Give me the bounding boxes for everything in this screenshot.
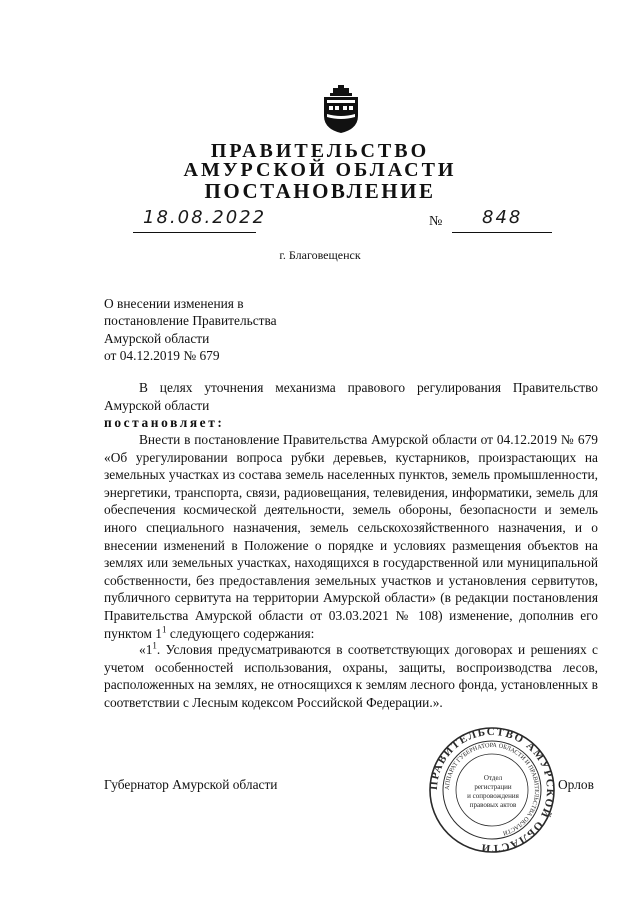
stamp-center-line: Отдел: [483, 774, 503, 782]
coat-of-arms-icon: [318, 84, 364, 134]
subject-line: Амурской области: [104, 330, 210, 346]
document-subject: [104, 295, 277, 365]
main-superscript: 1: [162, 624, 167, 635]
stamp-center: [462, 774, 524, 810]
region-title: АМУРСКОЙ ОБЛАСТИ: [183, 159, 457, 181]
stamp-outer-text: ПРАВИТЕЛЬСТВО АМУРСКОЙ ОБЛАСТИ: [427, 725, 557, 855]
signer-name: Орлов: [558, 777, 594, 792]
stamp-inner-text: АППАРАТ ГУБЕРНАТОРА ОБЛАСТИ И ПРАВИТЕЛЬСТВА ОБЛАСТИ: [443, 741, 541, 837]
resolves-word: постановляет:: [104, 415, 225, 430]
stamp-center-line: и сопровождения: [467, 792, 519, 800]
stamp-center-line: регистрации: [474, 783, 512, 791]
quote-text: . Условия предусматриваются в соответствующих договорах и решениях с учетом особенностей использования, охраны, защиты, воспроизводства лесов, расположенных на землях, не относящихся к землям лесного фонда, установленных в соответствии с Лесным кодексом Российской Федерации.».: [104, 642, 598, 710]
number-sign: №: [429, 214, 443, 229]
signer-position: Губернатор Амурской области: [104, 777, 278, 792]
quote-paragraph: [104, 641, 598, 711]
subject-line: О внесении изменения в: [104, 296, 244, 311]
subject-line: от 04.12.2019 № 679: [104, 348, 220, 364]
main-text: Внести в постановление Правительства Амурской области от 04.12.2019 № 679 «Об урегулировании вопроса рубки деревьев, кустарников, произрастающих на земельных участках из состава земель населенных пунктов, земель промышленности, энергетики, транспорта, связи, радиовещания, телевидения, информатики, земель для обеспечения космической деятельности, земель обороны, безопасности и земель иного специального назначения, земель сельскохозяйственного назначения, и о внесении изменений в Положение о порядке и условиях размещения объектов на землях или земельных участках, находящихся в государственной или муниципальной собственности, без предоставления земельных участков и установления сервитутов, публичного сервитута на территории Амурской области» (в редакции постановления Правительства Амурской области от 03.03.2021 № 108) изменение, дополнив его пунктом 1: [104, 432, 598, 641]
document-type: ПОСТАНОВЛЕНИЕ: [204, 179, 436, 203]
document-number: 848: [482, 207, 523, 228]
government-title: ПРАВИТЕЛЬСТВО: [210, 140, 430, 162]
document-date: 18.08.2022: [143, 207, 267, 228]
quote-superscript: 1: [152, 640, 157, 651]
subject-line: постановление Правительства: [104, 313, 277, 329]
main-tail: следующего содержания:: [166, 625, 315, 641]
stamp-center-line: правовых актов: [469, 801, 517, 809]
main-paragraph: [104, 431, 598, 642]
quote-open: «1: [139, 642, 153, 657]
city: г. Благовещенск: [279, 248, 361, 262]
intro-paragraph: В целях уточнения механизма правового регулирования Правительство Амурской области: [104, 380, 598, 413]
